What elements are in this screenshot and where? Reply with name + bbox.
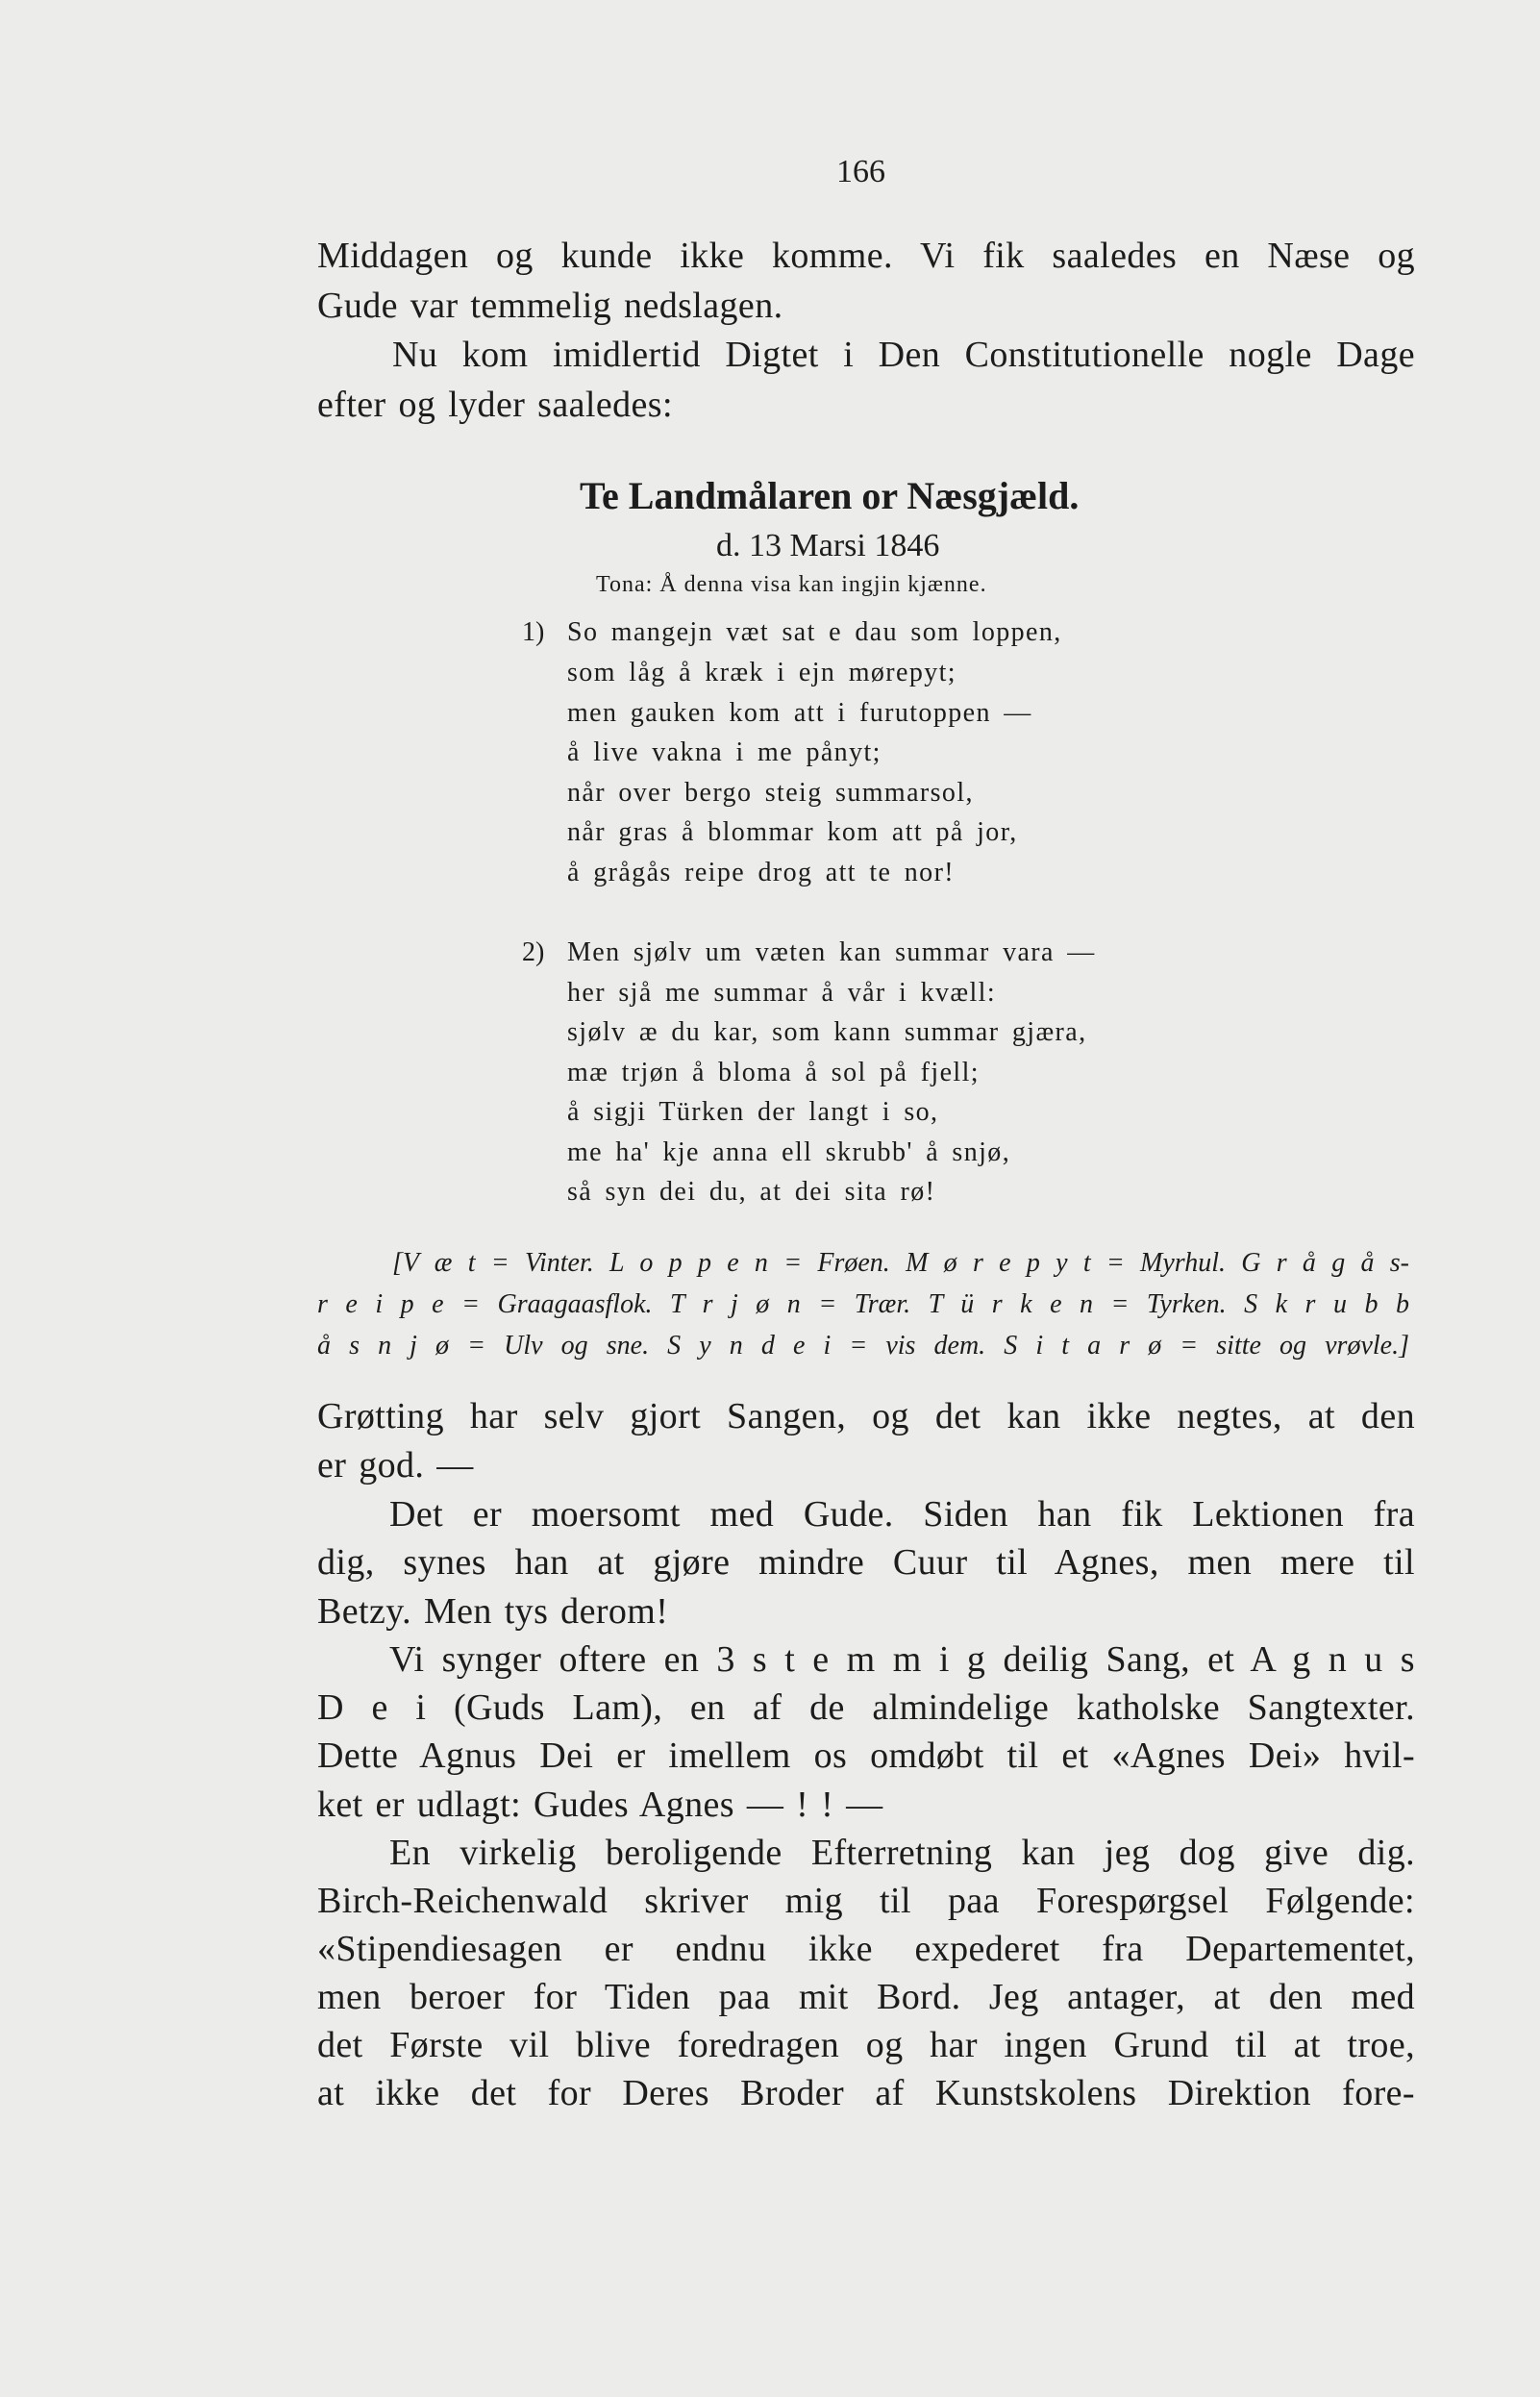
verse-line: å grågås reipe drog att te nor! (567, 858, 956, 887)
poem-title: Te Landmålaren or Næsgjæld. (580, 474, 1080, 517)
text-line: D e i (Guds Lam), en af de almindelige katholske Sangtexter. (317, 1687, 1415, 1728)
verse-line: men gauken kom att i furutoppen — (567, 698, 1032, 728)
text-line: Middagen og kunde ikke komme. Vi fik saaledes en Næse og (317, 236, 1415, 276)
text-line: ket er udlagt: Gudes Agnes — ! ! — (317, 1785, 883, 1825)
glossary-line: å s n j ø = Ulv og sne. S y n d e i = vis dem. S i t a r ø = sitte og vrøvle.] (317, 1331, 1409, 1361)
poem-date: d. 13 Marsi 1846 (716, 528, 940, 563)
text-line: Birch-Reichenwald skriver mig til paa Forespørgsel Følgende: (317, 1881, 1415, 1921)
stanza-number: 2) (522, 937, 545, 967)
text-line: Gude var temmelig nedslagen. (317, 286, 783, 326)
glossary-line: r e i p e = Graagaasflok. T r j ø n = Trær. T ü r k e n = Tyrken. S k r u b b (317, 1289, 1409, 1319)
text-line: Nu kom imidlertid Digtet i Den Constitutionelle nogle Dage (392, 335, 1415, 375)
text-line: Grøtting har selv gjort Sangen, og det kan ikke negtes, at den (317, 1396, 1415, 1436)
text-line: Dette Agnus Dei er imellem os omdøbt til et «Agnes Dei» hvil- (317, 1735, 1415, 1776)
verse-line: sjølv æ du kar, som kann summar gjæra, (567, 1017, 1087, 1047)
text-line: efter og lyder saaledes: (317, 385, 673, 425)
verse-line: me ha' kje anna ell skrubb' å snjø, (567, 1137, 1011, 1167)
verse-line: så syn dei du, at dei sita rø! (567, 1177, 936, 1207)
poem-tune: Tona: Å denna visa kan ingjin kjænne. (596, 572, 987, 597)
text-line: Betzy. Men tys derom! (317, 1591, 669, 1632)
verse-line: når gras å blommar kom att på jor, (567, 817, 1018, 847)
verse-line: å sigji Türken der langt i so, (567, 1097, 939, 1127)
glossary-line: [V æ t = Vinter. L o p p e n = Frøen. M ø r e p y t = Myrhul. G r å g å s- (392, 1248, 1409, 1278)
text-line: at ikke det for Deres Broder af Kunstskolens Direktion fore- (317, 2073, 1415, 2113)
verse-line: Men sjølv um væten kan summar vara — (567, 937, 1096, 967)
verse-line: mæ trjøn å bloma å sol på fjell; (567, 1058, 980, 1087)
page-number: 166 (836, 154, 885, 189)
verse-line: som låg å kræk i ejn mørepyt; (567, 658, 956, 687)
text-line: En virkelig beroligende Efterretning kan jeg dog give dig. (389, 1833, 1415, 1873)
text-line: Vi synger oftere en 3 s t e m m i g deilig Sang, et A g n u s (389, 1639, 1415, 1680)
text-line: dig, synes han at gjøre mindre Cuur til Agnes, men mere til (317, 1542, 1415, 1583)
verse-line: å live vakna i me pånyt; (567, 737, 882, 767)
text-line: «Stipendiesagen er endnu ikke expederet fra Departementet, (317, 1929, 1415, 1969)
verse-line: når over bergo steig summarsol, (567, 778, 974, 808)
stanza-number: 1) (522, 617, 545, 647)
text-line: Det er moersomt med Gude. Siden han fik Lektionen fra (389, 1494, 1415, 1535)
verse-line: So mangejn væt sat e dau som loppen, (567, 617, 1062, 647)
text-line: er god. — (317, 1445, 474, 1486)
text-line: det Første vil blive foredragen og har ingen Grund til at troe, (317, 2025, 1415, 2065)
text-line: men beroer for Tiden paa mit Bord. Jeg antager, at den med (317, 1977, 1415, 2017)
verse-line: her sjå me summar å vår i kvæll: (567, 978, 997, 1008)
